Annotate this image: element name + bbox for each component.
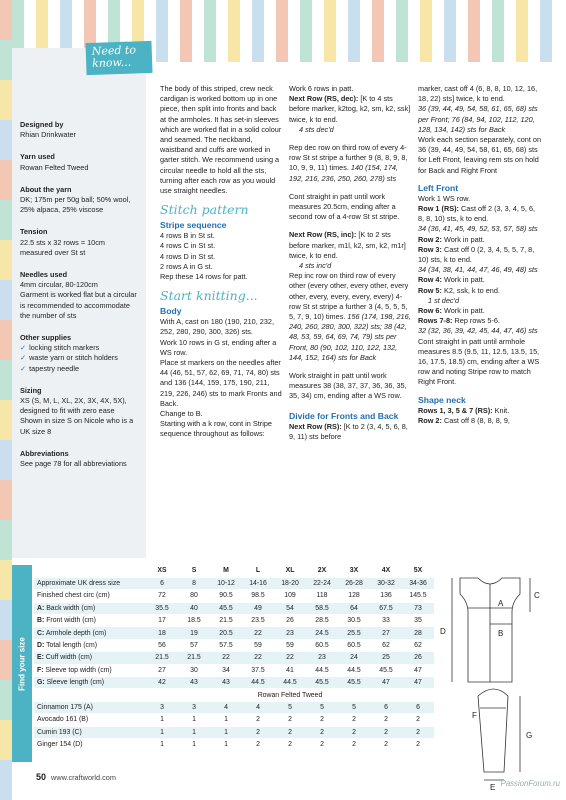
- table-cell: 26: [402, 652, 434, 664]
- stripe-line: Rep these 14 rows for patt.: [160, 272, 248, 282]
- instruction: Rows 7-8: Rep rows 5-6.: [418, 316, 500, 326]
- table-cell: 80: [178, 590, 210, 602]
- needles: 4mm circular, 80-120cm: [20, 280, 98, 290]
- table-row: [34, 652, 434, 664]
- row-label: D: Total length (cm): [34, 639, 146, 651]
- site-link[interactable]: www.craftworld.com: [51, 773, 116, 782]
- table-cell: 59: [274, 639, 306, 651]
- table-cell: 1: [178, 738, 210, 750]
- supplies-heading: Other supplies: [20, 333, 72, 343]
- table-cell: 44.5: [306, 664, 338, 676]
- table-header-row: [34, 565, 434, 577]
- table-cell: 145.5: [402, 590, 434, 602]
- table-cell: 24.5: [306, 627, 338, 639]
- row-label: Finished chest circ (cm): [34, 590, 146, 602]
- table-cell: 2: [306, 726, 338, 738]
- table-cell: 5: [306, 701, 338, 713]
- diagram-label-d: D: [440, 627, 446, 636]
- table-cell: 44.5: [242, 677, 274, 689]
- watermark: PassionForum.ru: [500, 779, 560, 788]
- stripe-sequence-heading: Stripe sequence: [160, 220, 227, 231]
- table-cell: 40: [178, 602, 210, 614]
- need-to-know-badge: Need to know...: [85, 41, 152, 75]
- table-cell: 26: [274, 615, 306, 627]
- row-label: Ginger 154 (D): [34, 738, 146, 750]
- table-header-cell: L: [242, 565, 274, 577]
- table-cell: 2: [370, 738, 402, 750]
- supply-item: ✓ locking stitch markers: [20, 343, 100, 353]
- table-cell: 2: [370, 714, 402, 726]
- instruction: Work 6 rows in patt.: [289, 84, 354, 93]
- table-cell: 58.5: [306, 602, 338, 614]
- stitch-count: 1 st dec'd: [428, 295, 460, 305]
- stitch-count: 36 (39, 44, 49, 54, 58, 61, 65, 68) sts per Front; 76 (84, 94, 102, 112, 120, 128, 134, 142) sts for Back: [418, 104, 538, 134]
- instruction: Rep dec row on third row of every 4-row St st stripe a further 9 (8, 8, 9, 8, 10, 9, 9, 11) times. 140 (154, 174, 192, 216, 236, 250, 260, 278) sts: [289, 143, 408, 183]
- table-cell: 2: [306, 738, 338, 750]
- intro-text: The body of this striped, crew neck cardigan is worked bottom up in one piece, then split into fronts and back at the armholes. It has set-in sleeves which are worked flat in a solid colour and seamed. The neckband, waistband and cuffs are worked in garter stitch. We recommend using a circular needle to hold all the sts, turning after each row as you would use straight needles.: [160, 84, 282, 196]
- table-cell: 27: [146, 664, 178, 676]
- table-cell: 45.5: [306, 677, 338, 689]
- table-cell: 2: [402, 714, 434, 726]
- table-cell: 1: [146, 714, 178, 726]
- instruction: Row 5: K2, ssk, k to end.: [418, 285, 500, 295]
- find-your-size-label: Find your size: [12, 565, 32, 762]
- instruction: Rows 1, 3, 5 & 7 (RS): Knit.: [418, 405, 510, 415]
- diagram-label-e: E: [490, 783, 496, 792]
- table-cell: 2: [242, 726, 274, 738]
- table-row: [34, 726, 434, 738]
- table-cell: 2: [370, 726, 402, 738]
- table-row: [34, 627, 434, 639]
- table-header-cell: M: [210, 565, 242, 577]
- row-label: A: Back width (cm): [34, 602, 146, 614]
- table-row: [34, 615, 434, 627]
- table-cell: 33: [370, 615, 402, 627]
- left-stripe-border: [0, 0, 12, 800]
- table-cell: 54: [274, 602, 306, 614]
- diagram-label-f: F: [472, 711, 477, 720]
- tension-heading: Tension: [20, 227, 48, 237]
- body-heading: Body: [160, 306, 182, 317]
- abbreviations-heading: Abbreviations: [20, 448, 69, 458]
- check-icon: ✓: [20, 343, 27, 353]
- yarn-subheader-row: [34, 689, 434, 701]
- table-cell: 4: [210, 701, 242, 713]
- page-footer: [36, 772, 116, 782]
- table-cell: 41: [274, 664, 306, 676]
- table-cell: 24: [338, 652, 370, 664]
- table-cell: 56: [146, 639, 178, 651]
- table-header-cell: [34, 565, 146, 577]
- yarn-used-heading: Yarn used: [20, 152, 55, 162]
- instruction: Work each section separately, cont on 36 (39, 44, 49, 54, 58, 61, 65, 68) sts for Left Front, leaving rem sts on hold for Back and Right Front: [418, 135, 542, 175]
- table-cell: 1: [146, 726, 178, 738]
- table-cell: 1: [146, 738, 178, 750]
- stripe-line: 4 rows D in St st.: [160, 251, 216, 261]
- table-cell: 2: [274, 738, 306, 750]
- check-icon: ✓: [20, 363, 27, 373]
- table-cell: 109: [274, 590, 306, 602]
- table-header-cell: XL: [274, 565, 306, 577]
- table-cell: 22-24: [306, 577, 338, 589]
- yarn-subheader: Rowan Felted Tweed: [146, 689, 434, 701]
- table-cell: 3: [146, 701, 178, 713]
- table-row: [34, 602, 434, 614]
- stripe-line: 4 rows B in St st.: [160, 231, 215, 241]
- table-cell: 19: [178, 627, 210, 639]
- table-cell: 28.5: [306, 615, 338, 627]
- table-cell: 5: [274, 701, 306, 713]
- table-cell: 6: [370, 701, 402, 713]
- instruction: Next Row (RS): [K to 2 (3, 4, 5, 6, 8, 9, 11) sts before: [289, 421, 408, 441]
- table-row: [34, 677, 434, 689]
- instruction: Work 1 WS row.: [418, 193, 471, 203]
- instruction: Row 6: Work in patt.: [418, 306, 485, 316]
- table-cell: 2: [338, 738, 370, 750]
- table-cell: 44.5: [338, 664, 370, 676]
- sidebar-content: [20, 120, 138, 469]
- row-label: Approximate UK dress size: [34, 577, 146, 589]
- row-label: Avocado 161 (B): [34, 714, 146, 726]
- instruction: Cont straight in patt until work measures 20.5cm, ending after a second row of a 4-row St st stripe.: [289, 191, 400, 222]
- about-yarn: DK; 175m per 50g ball; 50% wool, 25% alpaca, 25% viscose: [20, 195, 131, 215]
- size-table: [34, 565, 434, 751]
- diagram-label-c: C: [534, 591, 540, 600]
- stitch-count: 34 (34, 38, 41, 44, 47, 46, 49, 48) sts: [418, 265, 538, 275]
- table-cell: 21.5: [178, 652, 210, 664]
- table-cell: 25.5: [338, 627, 370, 639]
- instruction: Row 3: Cast off 0 (2, 3, 4, 5, 5, 7, 8, 10) sts, k to end.: [418, 244, 535, 265]
- table-cell: 34-36: [402, 577, 434, 589]
- table-header-cell: 2X: [306, 565, 338, 577]
- table-cell: 21.5: [146, 652, 178, 664]
- table-cell: 1: [178, 726, 210, 738]
- table-cell: 23.5: [242, 615, 274, 627]
- table-cell: 118: [306, 590, 338, 602]
- table-cell: 59: [242, 639, 274, 651]
- table-cell: 43: [178, 677, 210, 689]
- instruction: Rep inc row on third row of every other (every other, every other, every other, every, every, every, every) 4-row St st stripe a further 3 (4, 5, 5, 5, 5, 7, 9, 10) times. 156 (174, 198, 216, 240, 260, 280, 300, 322) sts; 38 (42, 48, 53, 59, 64, 69, 74, 79) sts per Front, 80 (90, 102, 110, 122, 132, 144, 152, 164) sts for Back: [289, 271, 411, 362]
- about-yarn-heading: About the yarn: [20, 184, 72, 194]
- instruction: Row 2: Cast off 8 (8, 8, 8, 9,: [418, 415, 510, 425]
- table-cell: 1: [210, 714, 242, 726]
- row-label: C: Armhole depth (cm): [34, 627, 146, 639]
- table-row: [34, 738, 434, 750]
- designed-by-heading: Designed by: [20, 120, 64, 129]
- table-row: [34, 590, 434, 602]
- table-cell: 28: [402, 627, 434, 639]
- table-cell: 14-16: [242, 577, 274, 589]
- supply-item: ✓ tapestry needle: [20, 363, 80, 373]
- table-cell: 22: [242, 652, 274, 664]
- table-cell: 18-20: [274, 577, 306, 589]
- table-cell: 23: [306, 652, 338, 664]
- table-cell: 136: [370, 590, 402, 602]
- table-cell: 42: [146, 677, 178, 689]
- table-cell: 22: [274, 652, 306, 664]
- table-cell: 18.5: [178, 615, 210, 627]
- table-cell: 34: [210, 664, 242, 676]
- table-header-cell: 4X: [370, 565, 402, 577]
- table-cell: 57: [178, 639, 210, 651]
- table-cell: 2: [338, 726, 370, 738]
- table-cell: 10-12: [210, 577, 242, 589]
- table-cell: 18: [146, 627, 178, 639]
- diagram-label-g: G: [526, 731, 533, 740]
- table-cell: 2: [242, 738, 274, 750]
- table-cell: 45.5: [210, 602, 242, 614]
- table-cell: 72: [146, 590, 178, 602]
- column-two: [160, 84, 282, 440]
- row-label: G: Sleeve length (cm): [34, 677, 146, 689]
- table-cell: 22: [210, 652, 242, 664]
- sizing-note: Shown in size S on Nicole who is a UK size 8: [20, 416, 134, 436]
- stripe-line: 4 rows C in St st.: [160, 241, 216, 251]
- row-label: E: Cuff width (cm): [34, 652, 146, 664]
- table-cell: 6: [146, 577, 178, 589]
- table-cell: 37.5: [242, 664, 274, 676]
- table-cell: 30.5: [338, 615, 370, 627]
- instruction: Work straight in patt until work measures 38 (38, 37, 37, 36, 36, 35, 35, 34) cm, ending after a WS row.: [289, 371, 407, 401]
- instruction: Row 1 (RS): Cast off 2 (3, 3, 4, 5, 6, 8, 8, 10) sts, k to end.: [418, 204, 536, 224]
- instruction: Next Row (RS, dec): [K to 4 sts before marker, k2tog, k2, sm, k2, ssk] twice, k to end.: [289, 94, 411, 124]
- table-cell: 1: [210, 738, 242, 750]
- table-cell: 45.5: [370, 664, 402, 676]
- table-cell: 3: [178, 701, 210, 713]
- schematic-diagram: [438, 572, 558, 792]
- table-row: [34, 714, 434, 726]
- table-cell: 43: [210, 677, 242, 689]
- body-text: Change to B.: [160, 409, 203, 419]
- table-cell: 2: [274, 714, 306, 726]
- table-cell: 90.5: [210, 590, 242, 602]
- table-cell: 17: [146, 615, 178, 627]
- table-cell: 64: [338, 602, 370, 614]
- table-cell: 60.5: [306, 639, 338, 651]
- row-label: Cumin 193 (C): [34, 726, 146, 738]
- table-cell: 98.5: [242, 590, 274, 602]
- table-cell: 35: [402, 615, 434, 627]
- instruction: Row 2: Work in patt.: [418, 234, 485, 244]
- table-cell: 67.5: [370, 602, 402, 614]
- table-cell: 2: [402, 726, 434, 738]
- check-icon: ✓: [20, 353, 27, 363]
- table-cell: 26-28: [338, 577, 370, 589]
- body-text: With A, cast on 180 (190, 210, 232, 252, 280, 290, 300, 326) sts.: [160, 317, 274, 337]
- needles-note: Garment is worked flat but a circular is recommended to accommodate the number of sts: [20, 290, 137, 320]
- table-cell: 20.5: [210, 627, 242, 639]
- table-cell: 27: [370, 627, 402, 639]
- table-cell: 21.5: [210, 615, 242, 627]
- needles-heading: Needles used: [20, 270, 68, 280]
- designer-name: Rhian Drinkwater: [20, 130, 76, 140]
- sizing: XS (S, M, L, XL, 2X, 3X, 4X, 5X), designed to fit with zero ease: [20, 396, 127, 416]
- page-number: 50: [36, 772, 47, 782]
- table-cell: 47: [402, 664, 434, 676]
- table-cell: 2: [338, 714, 370, 726]
- row-label: Cinnamon 175 (A): [34, 701, 146, 713]
- table-cell: 5: [338, 701, 370, 713]
- supply-item: ✓ waste yarn or stitch holders: [20, 353, 118, 363]
- table-cell: 2: [402, 738, 434, 750]
- table-cell: 47: [402, 677, 434, 689]
- table-cell: 8: [178, 577, 210, 589]
- table-cell: 45.5: [338, 677, 370, 689]
- abbreviations: See page 78 for all abbreviations: [20, 459, 127, 469]
- table-cell: 62: [370, 639, 402, 651]
- table-row: [34, 639, 434, 651]
- column-three: [289, 84, 411, 442]
- instruction: Cont straight in patt until armhole measures 8.5 (9.5, 11, 12.5, 13.5, 15, 16, 17.5, 18.5) cm, ending after a WS row and noting Stripe row to match Right Front.: [418, 336, 540, 387]
- sizing-heading: Sizing: [20, 385, 42, 395]
- table-cell: 23: [274, 627, 306, 639]
- start-knitting-heading: Start knitting...: [160, 288, 258, 304]
- table-cell: 25: [370, 652, 402, 664]
- table-header-cell: XS: [146, 565, 178, 577]
- column-four: [418, 84, 542, 426]
- table-cell: 47: [370, 677, 402, 689]
- table-cell: 49: [242, 602, 274, 614]
- table-cell: 128: [338, 590, 370, 602]
- table-cell: 44.5: [274, 677, 306, 689]
- table-cell: 57.5: [210, 639, 242, 651]
- table-cell: 35.5: [146, 602, 178, 614]
- table-cell: 22: [242, 627, 274, 639]
- diagram-label-a: A: [498, 599, 504, 608]
- tension: 22.5 sts x 32 rows = 10cm measured over St st: [20, 237, 105, 257]
- diagram-label-b: B: [498, 629, 504, 638]
- instruction: Next Row (RS, inc): [K to 2 sts before marker, m1l, k2, sm, k2, m1r] twice, k to end.: [289, 230, 406, 260]
- instruction: marker, cast off 4 (6, 8, 8, 10, 12, 16, 18, 22) sts] twice, k to end.: [418, 84, 538, 104]
- table-cell: 60.5: [338, 639, 370, 651]
- table-header-cell: 3X: [338, 565, 370, 577]
- table-header-cell: S: [178, 565, 210, 577]
- yarn-used: Rowan Felted Tweed: [20, 162, 89, 172]
- stitch-count: 4 sts inc'd: [299, 261, 332, 271]
- table-cell: 73: [402, 602, 434, 614]
- instruction: Row 4: Work in patt.: [418, 275, 485, 285]
- table-cell: 4: [242, 701, 274, 713]
- left-front-heading: Left Front: [418, 182, 459, 193]
- table-cell: 1: [178, 714, 210, 726]
- table-row: [34, 577, 434, 589]
- table-cell: 30-32: [370, 577, 402, 589]
- shape-neck-heading: Shape neck: [418, 394, 466, 405]
- table-row: [34, 664, 434, 676]
- table-cell: 62: [402, 639, 434, 651]
- table-cell: 2: [306, 714, 338, 726]
- row-label: B: Front width (cm): [34, 615, 146, 627]
- stitch-count: 34 (36, 41, 45, 49, 52, 53, 57, 58) sts: [418, 224, 538, 234]
- row-label: F: Sleeve top width (cm): [34, 664, 146, 676]
- body-text: Starting with a k row, cont in Stripe sequence throughout as follows:: [160, 419, 272, 439]
- table-cell: 2: [274, 726, 306, 738]
- stripe-line: 2 rows A in G st.: [160, 261, 213, 271]
- divide-heading: Divide for Fronts and Back: [289, 410, 399, 421]
- body-text: Work 10 rows in G st, ending after a WS row.: [160, 337, 277, 357]
- table-cell: 6: [402, 701, 434, 713]
- table-cell: 1: [210, 726, 242, 738]
- table-cell: 30: [178, 664, 210, 676]
- stitch-count: 4 sts dec'd: [299, 124, 334, 134]
- body-text: Place st markers on the needles after 44 (46, 51, 57, 62, 69, 71, 74, 80) sts and 136 (144, 159, 175, 190, 211, 219, 226, 246) sts to mark Fronts and Back.: [160, 358, 282, 408]
- stitch-count: 32 (32, 36, 39, 42, 45, 44, 47, 46) sts: [418, 326, 538, 336]
- stitch-pattern-heading: Stitch pattern: [160, 202, 249, 218]
- table-header-cell: 5X: [402, 565, 434, 577]
- table-row: [34, 701, 434, 713]
- table-cell: 2: [242, 714, 274, 726]
